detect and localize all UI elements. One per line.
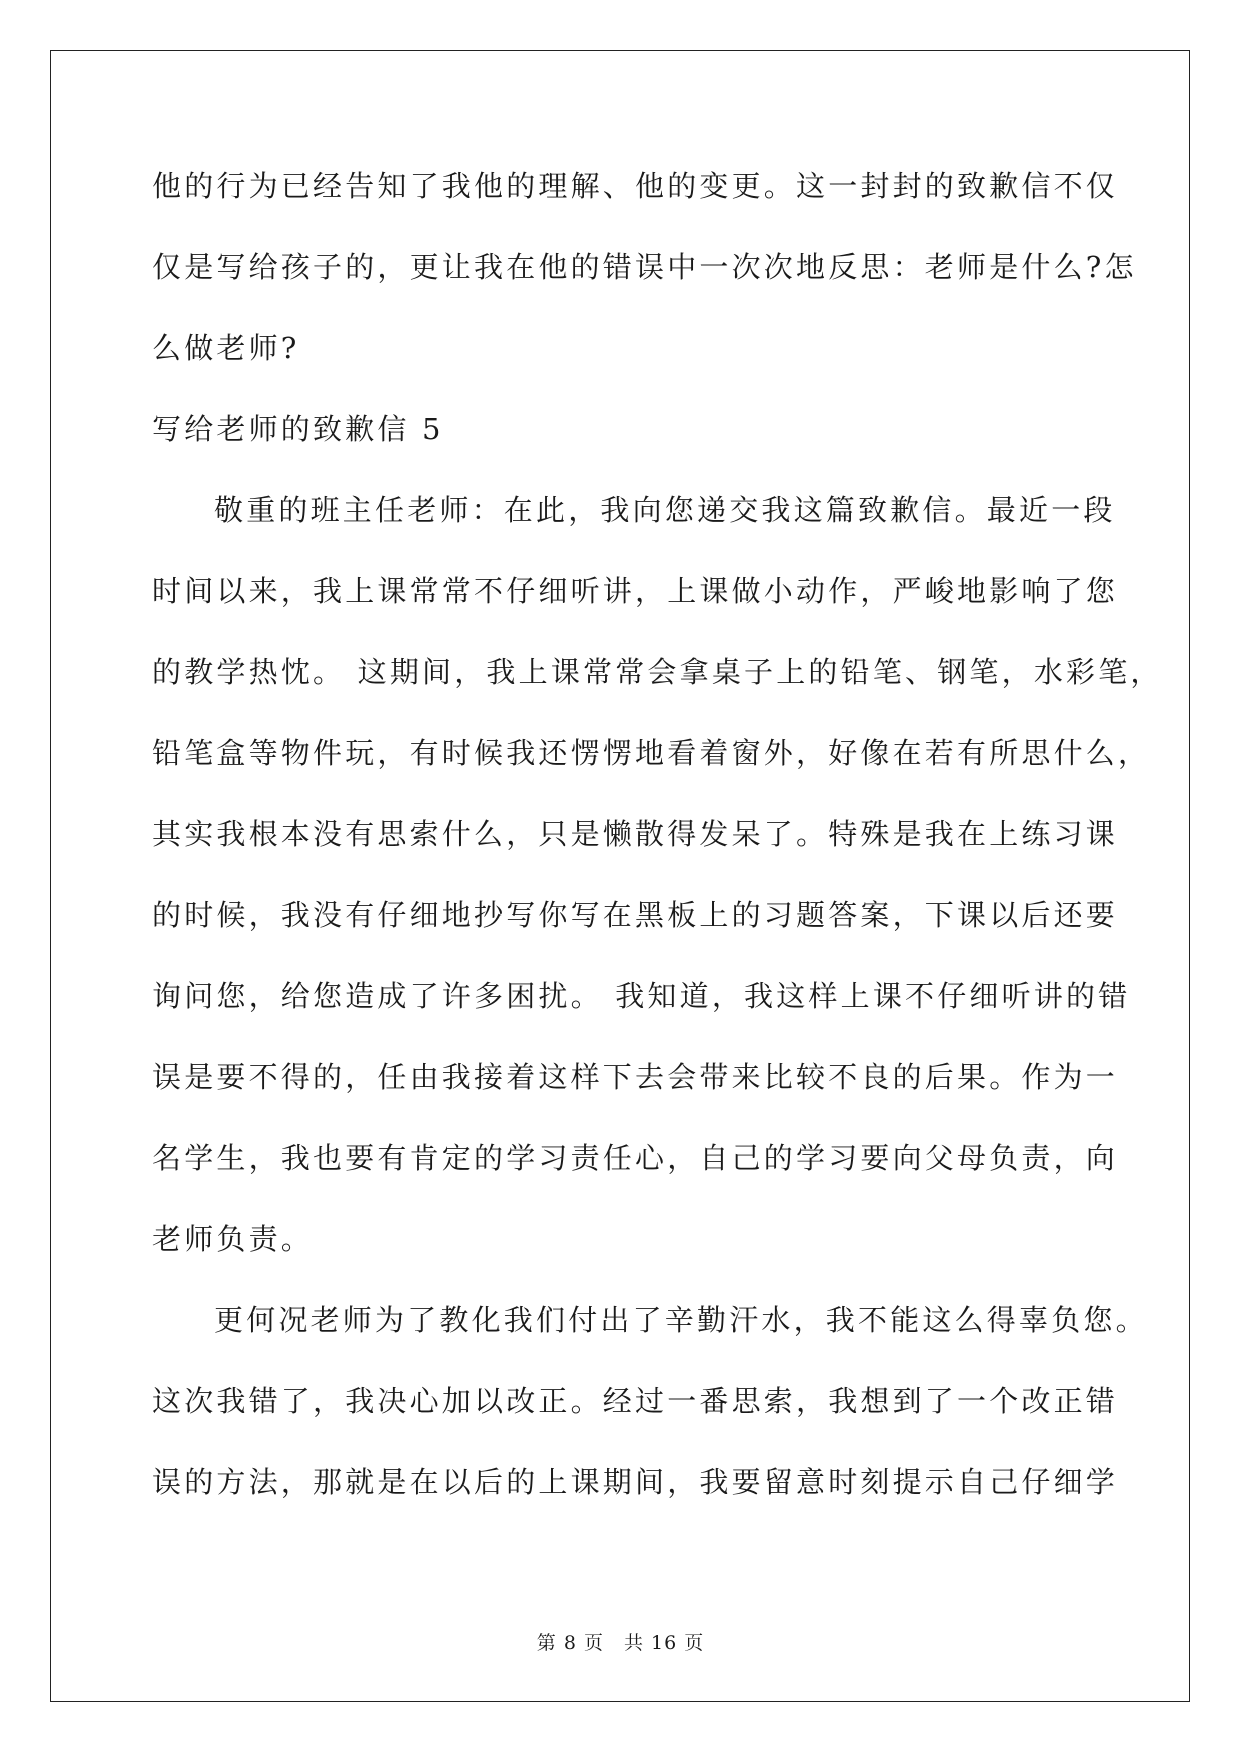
text-line: 名学生，我也要有肯定的学习责任心，自己的学习要向父母负责，向 xyxy=(152,1141,1119,1175)
section-heading: 写给老师的致歉信 5 xyxy=(152,412,444,446)
page-number: 第 8 页 共 16 页 xyxy=(536,1632,705,1654)
text-line: 敬重的班主任老师：在此，我向您递交我这篇致歉信。最近一段 xyxy=(214,493,1116,527)
text-line: 铅笔盒等物件玩，有时候我还愣愣地看着窗外，好像在若有所思什么， xyxy=(152,736,1151,770)
text-line: 的教学热忱。 这期间，我上课常常会拿桌子上的铅笔、钢笔，水彩笔， xyxy=(152,655,1163,689)
text-line: 其实我根本没有思索什么，只是懒散得发呆了。特殊是我在上练习课 xyxy=(152,817,1119,851)
text-line: 误的方法，那就是在以后的上课期间，我要留意时刻提示自己仔细学 xyxy=(152,1465,1119,1499)
text-line: 仅是写给孩子的，更让我在他的错误中一次次地反思：老师是什么?怎 xyxy=(152,250,1137,284)
text-line: 老师负责。 xyxy=(152,1222,314,1256)
text-line: 误是要不得的，任由我接着这样下去会带来比较不良的后果。作为一 xyxy=(152,1060,1119,1094)
text-line: 他的行为已经告知了我他的理解、他的变更。这一封封的致歉信不仅 xyxy=(152,169,1119,203)
text-line: 么做老师? xyxy=(152,331,300,365)
document-body xyxy=(152,160,1163,1537)
text-line: 更何况老师为了教化我们付出了辛勤汗水，我不能这么得辜负您。 xyxy=(214,1303,1148,1337)
text-line: 时间以来，我上课常常不仔细听讲，上课做小动作，严峻地影响了您 xyxy=(152,574,1119,608)
text-line: 这次我错了，我决心加以改正。经过一番思索，我想到了一个改正错 xyxy=(152,1384,1119,1418)
text-line: 询问您，给您造成了许多困扰。 我知道，我这样上课不仔细听讲的错 xyxy=(152,979,1131,1013)
text-line: 的时候，我没有仔细地抄写你写在黑板上的习题答案，下课以后还要 xyxy=(152,898,1119,932)
